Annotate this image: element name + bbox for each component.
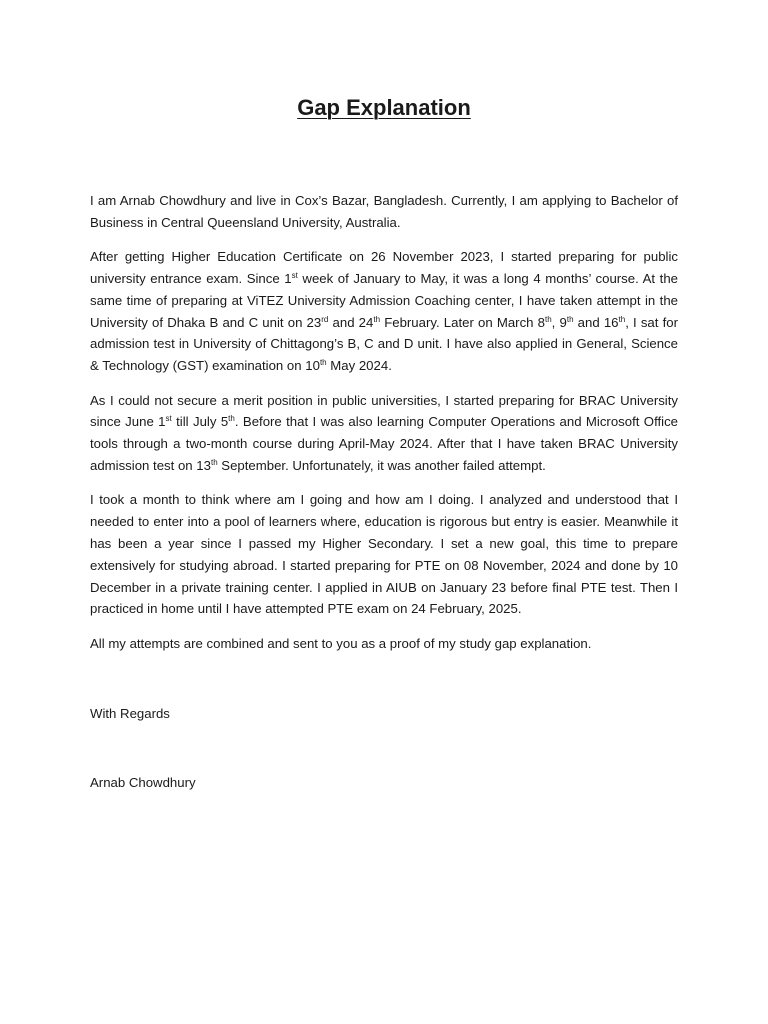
- paragraph-study-abroad-plan: I took a month to think where am I going and how am I doing. I analyzed and understood that I needed to enter into a pool of learners where, education is rigorous but entry is easier. Meanwhile it has been a year since I passed my Higher Secondary. I set a new goal, this time to prepare extensively for studying abroad. I started preparing for PTE on 08 November, 2024 and done by 10 December in a private training center. I applied in AIUB on January 23 before final PTE test. Then I practiced in home until I have attempted PTE exam on 24 February, 2025.: [90, 492, 678, 617]
- p2-sup-a: st: [291, 270, 298, 280]
- paragraph-brac-university-attempt: [90, 390, 678, 477]
- p2-text-a: After getting Higher Education Certificate on 26 November 2023, I started preparing for public university entrance exam. Since 1: [90, 249, 678, 286]
- paragraph-public-university-attempts: [90, 246, 678, 377]
- p2-sup-b: rd: [321, 314, 329, 324]
- p2-text-c: and 24: [328, 314, 374, 330]
- p2-text-e: , 9: [551, 314, 567, 330]
- p3-sup-c: th: [210, 457, 218, 467]
- p2-text-f: and 16: [573, 314, 619, 330]
- p2-text-d: February. Later on March 8: [380, 314, 545, 330]
- paragraph-conclusion: All my attempts are combined and sent to you as a proof of my study gap explanation.: [90, 635, 592, 651]
- signature-name: Arnab Chowdhury: [90, 775, 196, 790]
- p3-text-d: September. Unfortunately, it was another failed attempt.: [217, 457, 546, 473]
- p3-sup-a: st: [165, 414, 172, 424]
- document-body: [90, 190, 678, 667]
- p3-text-b: till July 5: [171, 414, 229, 430]
- p3-text-c: . Before that I was also learning Computer Operations and Microsoft Office tools through a two-month course during April-May 2024. After that I have taken BRAC University admission test on 13: [90, 414, 679, 473]
- p2-text-h: May 2024.: [326, 358, 392, 374]
- closing-salutation: With Regards: [90, 706, 170, 721]
- p2-sup-f: th: [618, 314, 626, 324]
- p2-text-b: week of January to May, it was a long 4 months’ course. At the same time of preparing at ViTEZ University Admission Coaching center, I have taken attempt in the University of Dhaka B and C unit on 23: [90, 270, 678, 330]
- paragraph-introduction: I am Arnab Chowdhury and live in Cox’s Bazar, Bangladesh. Currently, I am applying to Bachelor of Business in Central Queensland University, Australia.: [90, 193, 678, 230]
- p2-sup-e: th: [566, 314, 574, 324]
- document-title-text: Gap Explanation: [297, 95, 471, 120]
- document-title: [0, 94, 768, 122]
- p3-text-a: As I could not secure a merit position in public universities, I started preparing for BRAC University since June 1: [90, 392, 678, 430]
- p2-sup-g: th: [319, 358, 327, 368]
- p2-sup-c: th: [373, 314, 381, 324]
- p3-sup-b: th: [228, 414, 235, 424]
- p2-sup-d: th: [545, 314, 552, 324]
- p2-text-g: , I sat for admission test in University of Chittagong’s B, C and D unit. I have also applied in General, Science & Technology (GST) examination on 10: [90, 314, 678, 374]
